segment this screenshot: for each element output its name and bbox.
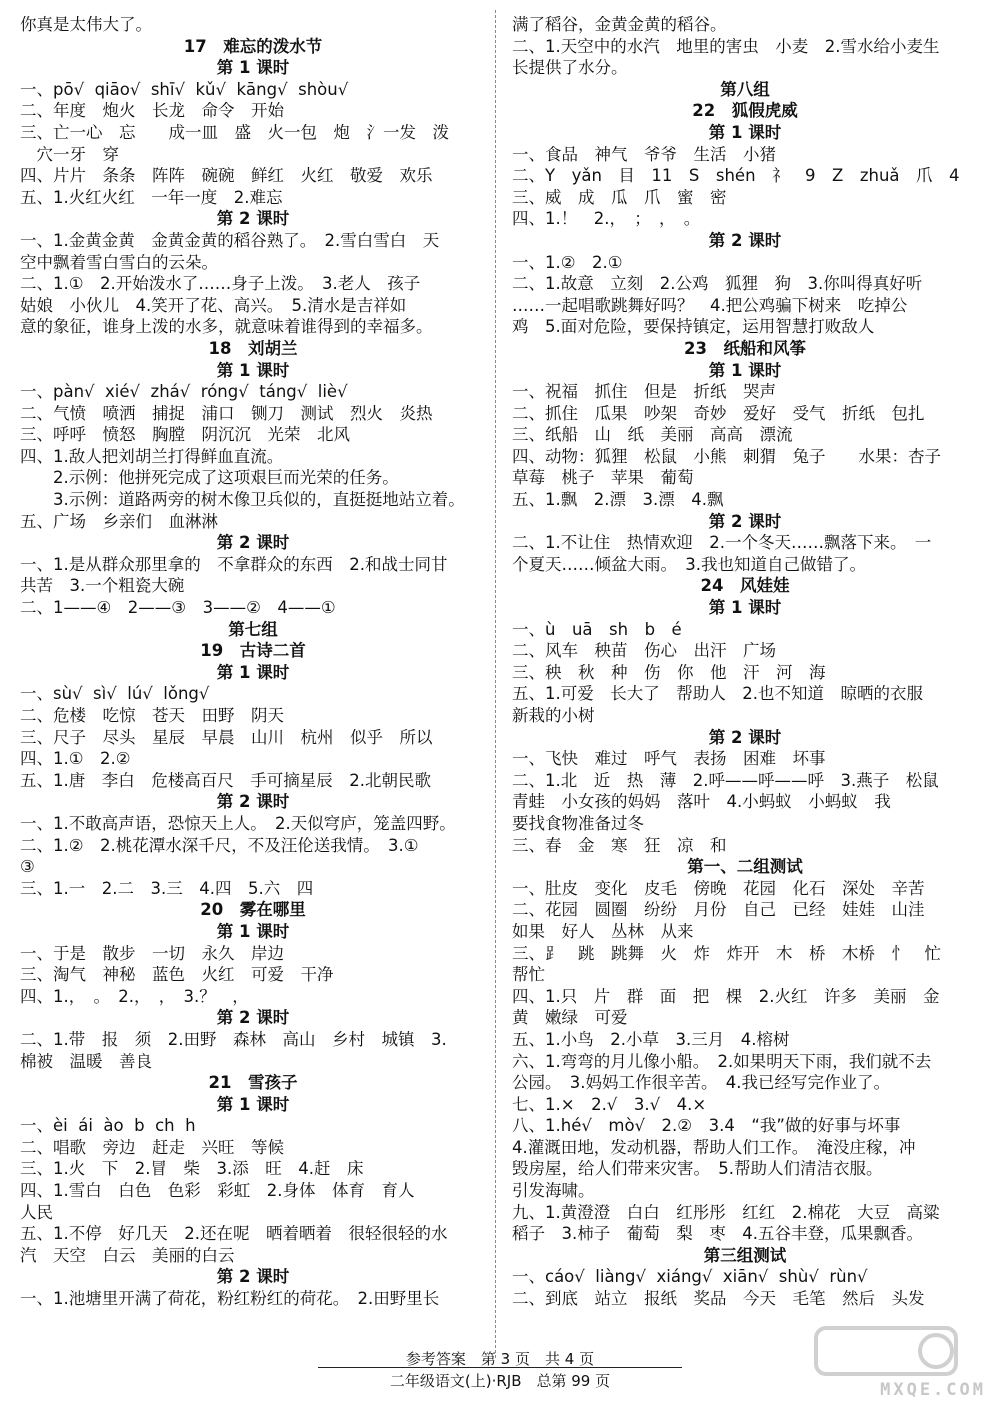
right-column-text-line: 二、花园 圆圈 纷纷 月份 自己 已经 娃娃 山洼	[512, 900, 925, 920]
left-column-text-line: 二、年度 炮火 长龙 命令 开始	[20, 101, 284, 121]
watermark-logo	[786, 1322, 986, 1400]
left-column-subtitle-line: 第 1 课时	[216, 58, 290, 78]
left-column-text-line: 棉被 温暖 善良	[20, 1051, 152, 1071]
left-column-text-line: 二、1.带 报 须 2.田野 森林 高山 乡村 城镇 3.	[20, 1029, 447, 1049]
right-column-text-line: 五、1.飘 2.漂 3.漂 4.飘	[512, 490, 724, 510]
left-column-subtitle-line: 第 1 课时	[216, 360, 290, 380]
right-column-text-line: 满了稻谷，金黄金黄的稻谷。	[512, 15, 727, 34]
left-column-text-line: 三、淘气 神秘 蓝色 火红 可爱 干净	[20, 965, 334, 985]
right-column-text-line: 二、风车 秧苗 伤心 出汗 广场	[512, 641, 776, 661]
right-column-text-line: 四、动物：狐狸 松鼠 小熊 刺猬 兔子 水果：杏子	[512, 446, 941, 466]
right-column-text-line: 一、肚皮 变化 皮毛 傍晚 花园 化石 深处 辛苦	[512, 878, 925, 898]
right-column-text-line: 二、1.不让住 热情欢迎 2.一个冬天……飘落下来。 一	[512, 533, 932, 553]
right-column-text-line: 一、食品 神气 爷爷 生活 小猪	[512, 144, 776, 164]
left-column-text-line: 一、于是 散步 一切 永久 岸边	[20, 943, 284, 963]
watermark-seal-icon	[786, 1322, 986, 1382]
left-column-text-line: 一、pō√ qiāo√ shī√ kǔ√ kāng√ shòu√	[20, 79, 349, 99]
left-column-text-line: 五、1.火红火红 一年一度 2.难忘	[20, 187, 283, 207]
right-column-text-line: 如果 好人 丛林 从来	[512, 921, 694, 941]
right-column-text-line: 个夏天……倾盆大雨。 3.我也知道自己做错了。	[512, 554, 866, 574]
right-column-text-line: 公园。 3.妈妈工作很辛苦。 4.我已经写完作业了。	[512, 1073, 890, 1093]
left-column-text-line: 一、1.池塘里开满了荷花，粉红粉红的荷花。 2.田野里长	[20, 1289, 440, 1309]
left-column-title-line: 21 雪孩子	[208, 1073, 298, 1093]
left-column-text-line: 空中飘着雪白雪白的云朵。	[20, 252, 218, 272]
right-column-text-line: 一、飞快 难过 呼气 表扬 困难 坏事	[512, 749, 826, 769]
right-column-title-line: 24 风娃娃	[700, 576, 790, 596]
right-column-subtitle-line: 第 2 课时	[708, 230, 782, 250]
left-column-text-line: 四、1.雪白 白色 色彩 彩虹 2.身体 体育 育人	[20, 1181, 415, 1201]
left-column-title-line: 19 古诗二首	[200, 641, 306, 661]
left-column-text-line: 二、1.② 2.桃花潭水深千尺，不及汪伦送我情。 3.①	[20, 835, 419, 855]
left-column-text-line: 二、气愤 喷洒 捕捉 浦口 铡刀 测试 烈火 炎热	[20, 403, 433, 423]
left-column-text-line: 一、pàn√ xié√ zhá√ róng√ táng√ liè√	[20, 382, 348, 402]
left-column-text-line: 四、片片 条条 阵阵 碗碗 鲜红 火红 敬爱 欢乐	[20, 166, 433, 186]
left-column-group-line: 第七组	[228, 619, 278, 639]
left-column-text-line: 五、广场 乡亲们 血淋淋	[20, 511, 218, 531]
left-column-subtitle-line: 第 1 课时	[216, 662, 290, 682]
left-column-subtitle-line: 第 2 课时	[216, 533, 290, 553]
right-column-text-line: ……一起唱歌跳舞好吗？ 4.把公鸡骗下树来 吃掉公	[512, 295, 908, 315]
right-column-subtitle-line: 第 1 课时	[708, 598, 782, 618]
right-column-text-line: 五、1.小鸟 2.小草 3.三月 4.榕树	[512, 1029, 790, 1049]
left-column-subtitle-line: 第 2 课时	[216, 792, 290, 812]
right-column-text-line: 二、Y yǎn 目 11 S shén 礻 9 Z zhuǎ 爪 4	[512, 166, 960, 186]
right-column-text-line: 帮忙	[512, 965, 545, 985]
right-column-title-line: 第一、二组测试	[687, 857, 803, 877]
left-column-text-line: 三、尺子 尽头 星辰 早晨 山川 杭州 似乎 所以	[20, 727, 433, 747]
left-column-text-line: 一、1.不敢高声语，恐惊天上人。 2.天似穹庐，笼盖四野。	[20, 813, 456, 833]
right-column-text-line: 草莓 桃子 苹果 葡萄	[512, 468, 694, 488]
left-column-subtitle-line: 第 2 课时	[216, 1267, 290, 1287]
right-column-text-line: 一、ù uā sh b é	[512, 619, 682, 639]
right-column-title-line: 22 狐假虎威	[692, 101, 798, 121]
watermark-text: MXQE.COM	[880, 1380, 986, 1400]
right-column-text-line: 三、秧 秋 种 伤 你 他 汗 河 海	[512, 662, 826, 682]
right-column-text-line: 七、1.× 2.√ 3.√ 4.×	[512, 1094, 707, 1114]
footer-book-info: 二年级语文(上)·RJB 总第 99 页	[389, 1372, 611, 1390]
right-column-text-line: 四、1.只 片 群 面 把 棵 2.火红 许多 美丽 金	[512, 986, 940, 1006]
left-column-text-line: 一、èi ái ào b ch h	[20, 1116, 196, 1136]
left-column-text-line: 四、1.敌人把刘胡兰打得鲜血直流。	[20, 446, 284, 466]
left-column-subtitle-line: 第 2 课时	[216, 209, 290, 229]
right-column-text-line: 4.灌溉田地，发动机器，帮助人们工作。 淹没庄稼，冲	[512, 1137, 916, 1157]
right-column-text-line: 毁房屋，给人们带来灾害。 5.帮助人们清洁衣服。	[512, 1159, 883, 1179]
left-column-text-line: 三、1.一 2.二 3.三 4.四 5.六 四	[20, 878, 314, 898]
right-answer-column	[512, 14, 978, 1310]
left-column-text-line: 二、唱歌 旁边 赶走 兴旺 等候	[20, 1137, 284, 1157]
right-column-text-line: 三、春 金 寒 狂 凉 和	[512, 835, 727, 855]
right-column-text-line: 鸡 5.面对危险，要保持镇定，运用智慧打败敌人	[512, 317, 875, 337]
left-column-text-line: 你真是太伟大了。	[20, 15, 152, 34]
right-column-text-line: 一、cáo√ liàng√ xiáng√ xiān√ shù√ rùn√	[512, 1267, 868, 1287]
right-column-text-line: 三、⻊ 跳 跳舞 火 炸 炸开 木 桥 木桥 忄 忙	[512, 943, 941, 963]
left-column-text-line: 五、1.不停 好几天 2.还在呢 晒着晒着 很轻很轻的水	[20, 1224, 448, 1244]
left-column-title-line: 20 雾在哪里	[200, 900, 306, 920]
right-column-text-line: 黄 嫩绿 可爱	[512, 1008, 628, 1028]
right-column-text-line: 二、1.天空中的水汽 地里的害虫 小麦 2.雪水给小麦生	[512, 36, 940, 56]
left-column-text-line: 2.示例：他拼死完成了这项艰巨而光荣的任务。	[20, 468, 399, 488]
right-column-text-line: 三、威 成 瓜 爪 蜜 密	[512, 187, 727, 207]
left-column-text-line: 二、1.① 2.开始泼水了……身子上泼。 3.老人 孩子	[20, 274, 421, 294]
right-column-text-line: 一、祝福 抓住 但是 折纸 哭声	[512, 382, 776, 402]
left-column-text-line: 3.示例：道路两旁的树木像卫兵似的，直挺挺地站立着。	[20, 490, 465, 510]
left-column-text-line: 二、1——④ 2——③ 3——② 4——①	[20, 598, 336, 618]
right-column-text-line: 青蛙 小女孩的妈妈 落叶 4.小蚂蚁 小蚂蚁 我	[512, 792, 891, 812]
footer-page-info: 参考答案 第 3 页 共 4 页	[405, 1350, 595, 1368]
right-column-text-line: 二、1.北 近 热 薄 2.呼——呼——呼 3.燕子 松鼠	[512, 770, 939, 790]
right-column-subtitle-line: 第 2 课时	[708, 727, 782, 747]
right-column-subtitle-line: 第 2 课时	[708, 511, 782, 531]
right-column-text-line: 三、纸船 山 纸 美丽 高高 漂流	[512, 425, 793, 445]
right-column-text-line: 稻子 3.柿子 葡萄 梨 枣 4.五谷丰登，瓜果飘香。	[512, 1224, 923, 1244]
left-column-title-line: 18 刘胡兰	[208, 338, 298, 358]
left-column-text-line: 三、亡一心 忘 成一皿 盛 火一包 炮 氵一发 泼	[20, 122, 449, 142]
right-column-text-line: 一、1.② 2.①	[512, 252, 623, 272]
left-column-text-line: 五、1.唐 李白 危楼高百尺 手可摘星辰 2.北朝民歌	[20, 770, 431, 790]
right-column-text-line: 九、1.黄澄澄 白白 红彤彤 红红 2.棉花 大豆 高粱	[512, 1202, 940, 1222]
left-column-text-line: 汽 天空 白云 美丽的白云	[20, 1245, 235, 1265]
left-column-text-line: ③	[20, 857, 35, 877]
right-column-subtitle-line: 第 1 课时	[708, 122, 782, 142]
right-column-group-line: 第八组	[720, 79, 770, 99]
left-column-text-line: 三、呼呼 愤怒 胸膛 阴沉沉 光荣 北风	[20, 425, 350, 445]
left-column-subtitle-line: 第 2 课时	[216, 1008, 290, 1028]
left-column-text-line: 一、sù√ sì√ lú√ lǒng√	[20, 684, 210, 704]
right-column-title-line: 第三组测试	[703, 1245, 787, 1265]
left-column-text-line: 穴一牙 穿	[20, 144, 119, 164]
left-answer-column	[20, 14, 486, 1310]
left-column-text-line: 姑娘 小伙儿 4.笑开了花、高兴。 5.清水是吉祥如	[20, 295, 407, 315]
right-column-text-line: 二、到底 站立 报纸 奖品 今天 毛笔 然后 头发	[512, 1289, 925, 1309]
left-column-text-line: 一、1.金黄金黄 金黄金黄的稻谷熟了。 2.雪白雪白 天	[20, 230, 440, 250]
left-column-subtitle-line: 第 1 课时	[216, 1094, 290, 1114]
right-column-text-line: 四、1.！ 2.， ； ， 。	[512, 209, 701, 229]
right-column-text-line: 要找食物准备过冬	[512, 813, 644, 833]
left-column-title-line: 17 难忘的泼水节	[183, 36, 323, 56]
left-column-text-line: 共苦 3.一个粗瓷大碗	[20, 576, 185, 596]
left-column-subtitle-line: 第 1 课时	[216, 921, 290, 941]
right-column-subtitle-line: 第 1 课时	[708, 360, 782, 380]
right-column-title-line: 23 纸船和风筝	[684, 338, 806, 358]
left-column-text-line: 二、危楼 吃惊 苍天 田野 阴天	[20, 706, 284, 725]
left-column-text-line: 一、1.是从群众那里拿的 不拿群众的东西 2.和战士同甘	[20, 554, 448, 574]
right-column-text-line: 二、抓住 瓜果 吵架 奇妙 爱好 受气 折纸 包扎	[512, 403, 925, 423]
left-column-text-line: 意的象征，谁身上泼的水多，就意味着谁得到的幸福多。	[20, 317, 433, 337]
left-column-text-line: 三、1.火 下 2.冒 柴 3.添 旺 4.赶 床	[20, 1159, 364, 1179]
left-column-text-line: 人民	[20, 1202, 53, 1222]
right-column-text-line: 二、1.故意 立刻 2.公鸡 狐狸 狗 3.你叫得真好听	[512, 274, 923, 294]
right-column-text-line: 五、1.可爱 长大了 帮助人 2.也不知道 晾晒的衣服	[512, 684, 923, 704]
right-column-text-line: 八、1.hé√ mò√ 2.② 3.4 “我”做的好事与坏事	[512, 1116, 901, 1136]
column-divider	[495, 10, 496, 1358]
right-column-text-line: 新栽的小树	[512, 706, 595, 725]
right-column-text-line: 引发海啸。	[512, 1181, 595, 1201]
left-column-text-line: 四、1.① 2.②	[20, 749, 131, 769]
right-column-text-line: 六、1.弯弯的月儿像小船。 2.如果明天下雨，我们就不去	[512, 1051, 932, 1071]
right-column-text-line: 长提供了水分。	[512, 58, 628, 78]
left-column-text-line: 四、1.， 。 2.， ， 3.？ ，	[20, 986, 249, 1006]
